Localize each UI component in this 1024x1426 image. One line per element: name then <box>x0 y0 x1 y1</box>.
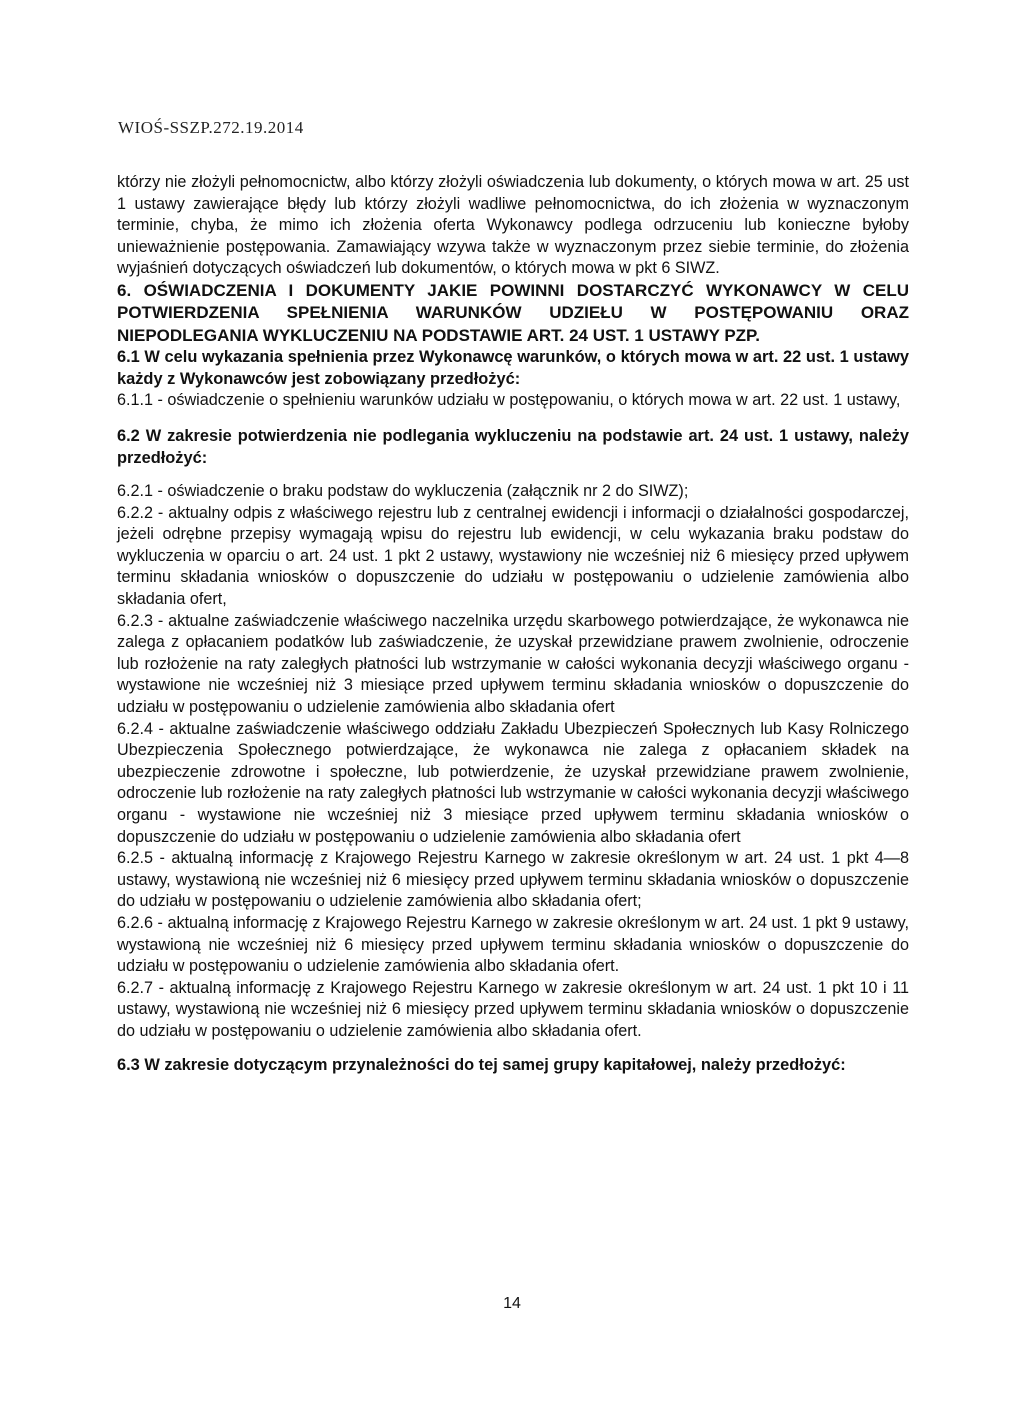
list-item-6-2-7: 6.2.7 - aktualną informację z Krajowego Rejestru Karnego w zakresie określonym w art. 24 ust. 1 pkt 10 i 11 ustawy, wystawioną nie wcześniej niż 6 miesięcy przed upływem terminu składania wniosków o dopuszczenie do udziału w postępowaniu o udzielenie zamówienia albo składania ofert. <box>117 978 909 1040</box>
document-reference: WIOŚ-SSZP.272.19.2014 <box>118 118 304 137</box>
section-6-3-heading: 6.3 W zakresie dotyczącym przynależności do tej samej grupy kapitałowej, należy przedłożyć: <box>117 1055 846 1074</box>
page-number: 14 <box>503 1295 521 1312</box>
section-6-1-heading: 6.1 W celu wykazania spełnienia przez Wykonawcę warunków, o których mowa w art. 22 ust. 1 ustawy każdy z Wykonawców jest zobowiązany przedłożyć: <box>117 348 909 388</box>
list-item-6-2-3: 6.2.3 - aktualne zaświadczenie właściwego naczelnika urzędu skarbowego potwierdzające, że wykonawca nie zalega z opłacaniem podatków lub zaświadczenie, że uzyskał przewidziane prawem zwolnienie, odroczenie lub rozłożenie na raty zaległych płatności lub wstrzymanie w całości wykonania decyzji właściwego organu - wystawione nie wcześniej niż 3 miesiące przed upływem terminu składania wniosków o dopuszczenie do udziału w postępowaniu o udzielenie zamówienia albo składania ofert <box>117 611 909 716</box>
list-item-6-2-5: 6.2.5 - aktualną informację z Krajowego Rejestru Karnego w zakresie określonym w art. 24 ust. 1 pkt 4—8 ustawy, wystawioną nie wcześniej niż 6 miesięcy przed upływem terminu składania wniosków o dopuszczenie do udziału w postępowaniu o udzielenie zamówienia albo składania ofert; <box>117 849 909 911</box>
list-item-6-2-6: 6.2.6 - aktualną informację z Krajowego Rejestru Karnego w zakresie określonym w art. 24 ust. 1 pkt 9 ustawy, wystawioną nie wcześniej niż 6 miesięcy przed upływem terminu składania wniosków o dopuszczenie do udziału w postępowaniu o udzielenie zamówienia albo składania ofert. <box>117 913 909 976</box>
intro-paragraph: którzy nie złożyli pełnomocnictw, albo którzy złożyli oświadczenia lub dokumenty, o których mowa w art. 25 ust 1 ustawy zawierające błędy lub którzy złożyli wadliwe pełnomocnictwa, do ich złożenia w wyznaczonym terminie, chyba, że mimo ich złożenia oferta Wykonawcy podlega odrzuceniu lub konieczne byłoby unieważnienie postępowania. Zamawiający wzywa także w wyznaczonym przez siebie terminie, do złożenia wyjaśnień dotyczących oświadczeń lub dokumentów, o których mowa w pkt 6 SIWZ. <box>117 173 909 278</box>
list-item-6-2-2: 6.2.2 - aktualny odpis z właściwego rejestru lub z centralnej ewidencji i informacji o działalności gospodarczej, jeżeli odrębne przepisy wymagają wpisu do rejestru lub ewidencji, w celu wykazania braku podstaw do wykluczenia w oparciu o art. 24 ust. 1 pkt 2 ustawy, wystawiony nie wcześniej niż 6 miesięcy przed upływem terminu składania wniosków o dopuszczenie do udziału w postępowaniu o udzielenie zamówienia albo składania ofert, <box>117 503 909 609</box>
document-body <box>117 172 909 1076</box>
section-6-heading: 6. OŚWIADCZENIA I DOKUMENTY JAKIE POWINNI DOSTARCZYĆ WYKONAWCY W CELU POTWIERDZENIA SPEŁNIENIA WARUNKÓW UDZIEŁU W POSTĘPOWANIU ORAZ NIEPODLEGANIA WYKLUCZENIU NA PODSTAWIE ART. 24 UST. 1 USTAWY PZP. <box>117 280 909 345</box>
section-6-2-heading: 6.2 W zakresie potwierdzenia nie podlegania wykluczeniu na podstawie art. 24 ust. 1 ustawy, należy przedłożyć: <box>117 427 909 467</box>
list-item-6-2-4: 6.2.4 - aktualne zaświadczenie właściwego oddziału Zakładu Ubezpieczeń Społecznych lub Kasy Rolniczego Ubezpieczenia Społecznego potwierdzające, że wykonawca nie zalega z opłacaniem składek na ubezpieczenie zdrowotne i społeczne, lub potwierdzenie, że uzyskał przewidziane prawem zwolnienie, odroczenie lub rozłożenie na raty zaległych płatności lub wstrzymanie w całości wykonania decyzji właściwego organu - wystawione nie wcześniej niż 3 miesiące przed upływem terminu składania wniosków o dopuszczenie do udziału w postępowaniu o udzielenie zamówienia albo składania ofert <box>117 719 909 846</box>
list-item-6-1-1: 6.1.1 - oświadczenie o spełnieniu warunków udziału w postępowaniu, o których mowa w art. 22 ust. 1 ustawy, <box>117 391 901 410</box>
list-item-6-2-1: 6.2.1 - oświadczenie o braku podstaw do wykluczenia (załącznik nr 2 do SIWZ); <box>117 482 689 501</box>
